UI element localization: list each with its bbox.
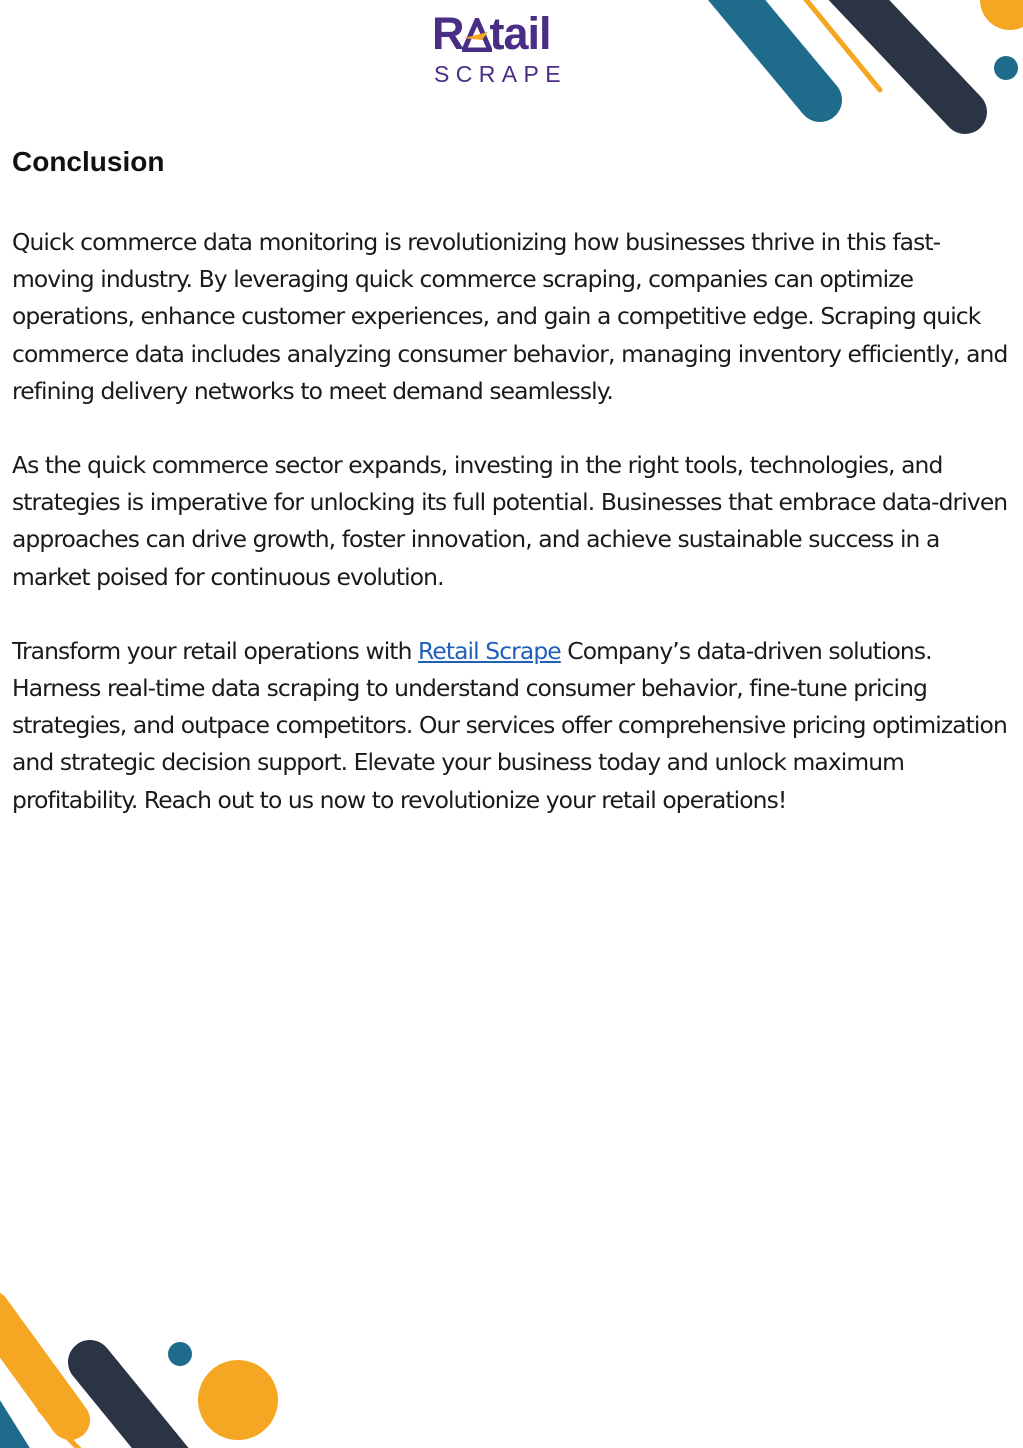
bottom-left-decoration xyxy=(0,1290,290,1448)
navy-stripe-bottom xyxy=(90,1362,170,1448)
logo-a-icon xyxy=(462,18,492,52)
orange-circle-bottom xyxy=(198,1360,278,1440)
logo-letters-tail: tail xyxy=(489,8,551,59)
retail-scrape-logo xyxy=(432,8,592,88)
teal-dot-bottom xyxy=(168,1342,192,1366)
navy-stripe xyxy=(840,0,965,112)
conclusion-heading: Conclusion xyxy=(12,146,165,177)
orange-quarter-circle xyxy=(980,0,1023,30)
paragraph-1: Quick commerce data monitoring is revolutionizing how businesses thrive in this fast-moving industry. By leveraging quick commerce scraping, companies can optimize operations, enhance customer experiences, and gain a competitive edge. Scraping quick commerce data includes analyzing consumer behavior, managing inventory efficiently, and refining delivery networks to meet demand seamlessly. xyxy=(12,228,1008,405)
teal-dot xyxy=(994,56,1018,80)
cta-text-before: Transform your retail operations with xyxy=(12,636,419,665)
cta-text-after: Company’s data-driven solutions. Harness real-time data scraping to understand consumer behavior, fine-tune pricing strategies, and outpace competitors. Our services offer comprehensive pricing optimization and strategic decision support. Elevate your business today and unlock maximum profitability. Reach out to us now to revolutionize your retail operations! xyxy=(12,636,1007,814)
logo-wordmark-bottom: SCRAPE xyxy=(434,61,567,87)
orange-stripe xyxy=(0,1310,70,1420)
document-body xyxy=(12,140,1012,819)
logo-letter-r: R xyxy=(432,8,464,59)
teal-stripe-bottom xyxy=(0,1390,20,1448)
retail-scrape-link[interactable]: Retail Scrape xyxy=(418,636,561,665)
top-right-decoration xyxy=(680,0,1023,140)
paragraph-2: As the quick commerce sector expands, investing in the right tools, technologies, and strategies is imperative for unlocking its full potential. Businesses that embrace data-driven approaches can drive growth, foster innovation, and achieve sustainable success in a market poised for continuous evolution. xyxy=(12,451,1008,591)
teal-stripe xyxy=(720,0,820,100)
paragraph-3-cta xyxy=(12,633,1012,819)
